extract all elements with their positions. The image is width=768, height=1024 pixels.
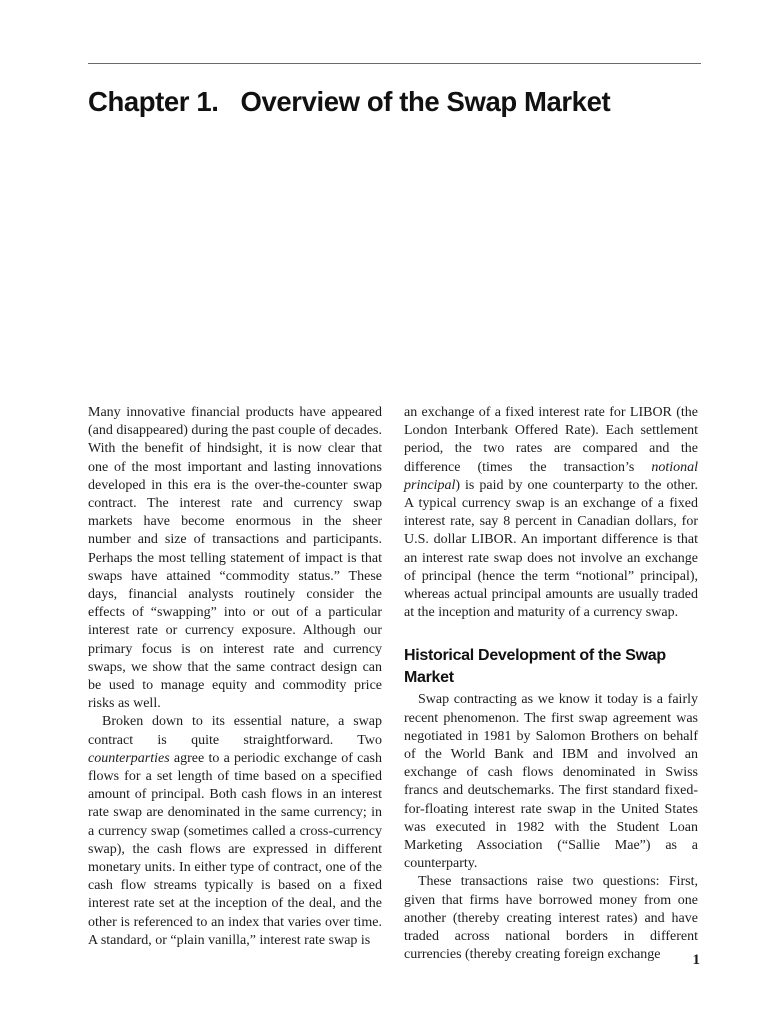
right-paragraph-1-text-b: ) is paid by one counterparty to the other. A typical currency swap is an exchange of a fixed interest rate, say 8 percent in Canadian dollars, for U.S. dollar LIBOR. An important difference is that an interest rate swap does not involve an exchange of principal (hence the term “notional” principal), whereas actual principal amounts are usually traded at the inception and maturity of a currency swap. <box>404 477 698 621</box>
top-rule <box>88 63 701 64</box>
left-paragraph-2-text-a: Broken down to its essential nature, a swap contract is quite straightforward. Two <box>88 714 382 748</box>
right-paragraph-1-text-a: an exchange of a fixed interest rate for LIBOR (the London Interbank Offered Rate). Each settlement period, the two rates are compared and the difference (times the transaction’s <box>404 405 698 475</box>
chapter-number: Chapter 1. <box>88 86 219 117</box>
left-column <box>88 404 382 950</box>
left-paragraph-2-text-b: agree to a periodic exchange of cash flows for a set length of time based on a specified amount of principal. Both cash flows in an interest rate swap are denominated in the same currency; in a currency swap (sometimes called a cross-currency swap), the cash flows are expressed in different monetary units. In either type of contract, one of the cash flow streams typically is based on a fixed interest rate set at the inception of the deal, and the other is referenced to an index that varies over time. A standard, or “plain vanilla,” interest rate swap is <box>88 750 382 948</box>
left-paragraph-1: Many innovative financial products have appeared (and disappeared) during the past couple of decades. With the benefit of hindsight, it is now clear that one of the most important and lasting innovations developed in this era is the over-the-counter swap contract. The interest rate and currency swap markets have become enormous in the sheer number and size of transactions and participants. Perhaps the most telling statement of impact is that swaps have attained “commodity status.” These days, financial analysts routinely consider the effects of “swapping” into or out of a particular interest rate or currency exposure. Although our primary focus is on interest rate and currency swaps, we show that the same contract design can be used to manage equity and commodity price risks as well. <box>88 405 382 712</box>
counterparties-term: counterparties <box>88 750 170 766</box>
section-heading: Historical Development of the Swap Market <box>404 647 666 687</box>
left-paragraph-2 <box>88 713 382 950</box>
right-paragraph-3: These transactions raise two questions: First, given that firms have borrowed money from one another (thereby creating interest rates) and have traded across national borders in different currencies (thereby creating foreign exchange <box>404 874 698 963</box>
right-paragraph-1 <box>404 404 698 622</box>
right-paragraph-2: Swap contracting as we know it today is a fairly recent phenomenon. The first swap agreement was negotiated in 1981 by Salomon Brothers on behalf of the World Bank and IBM and involved an exchange of cash flows denominated in Swiss francs and deutschemarks. The first standard fixed-for-floating interest rate swap in the United States was executed in 1982 with the Student Loan Marketing Association (“Sallie Mae”) as a counterparty. <box>404 692 698 872</box>
chapter-title <box>88 82 728 122</box>
notional-principal-term: notional principal <box>404 459 698 493</box>
page-number: 1 <box>692 952 700 968</box>
right-column <box>404 404 698 964</box>
chapter-title-text: Overview of the Swap Market <box>240 86 611 117</box>
